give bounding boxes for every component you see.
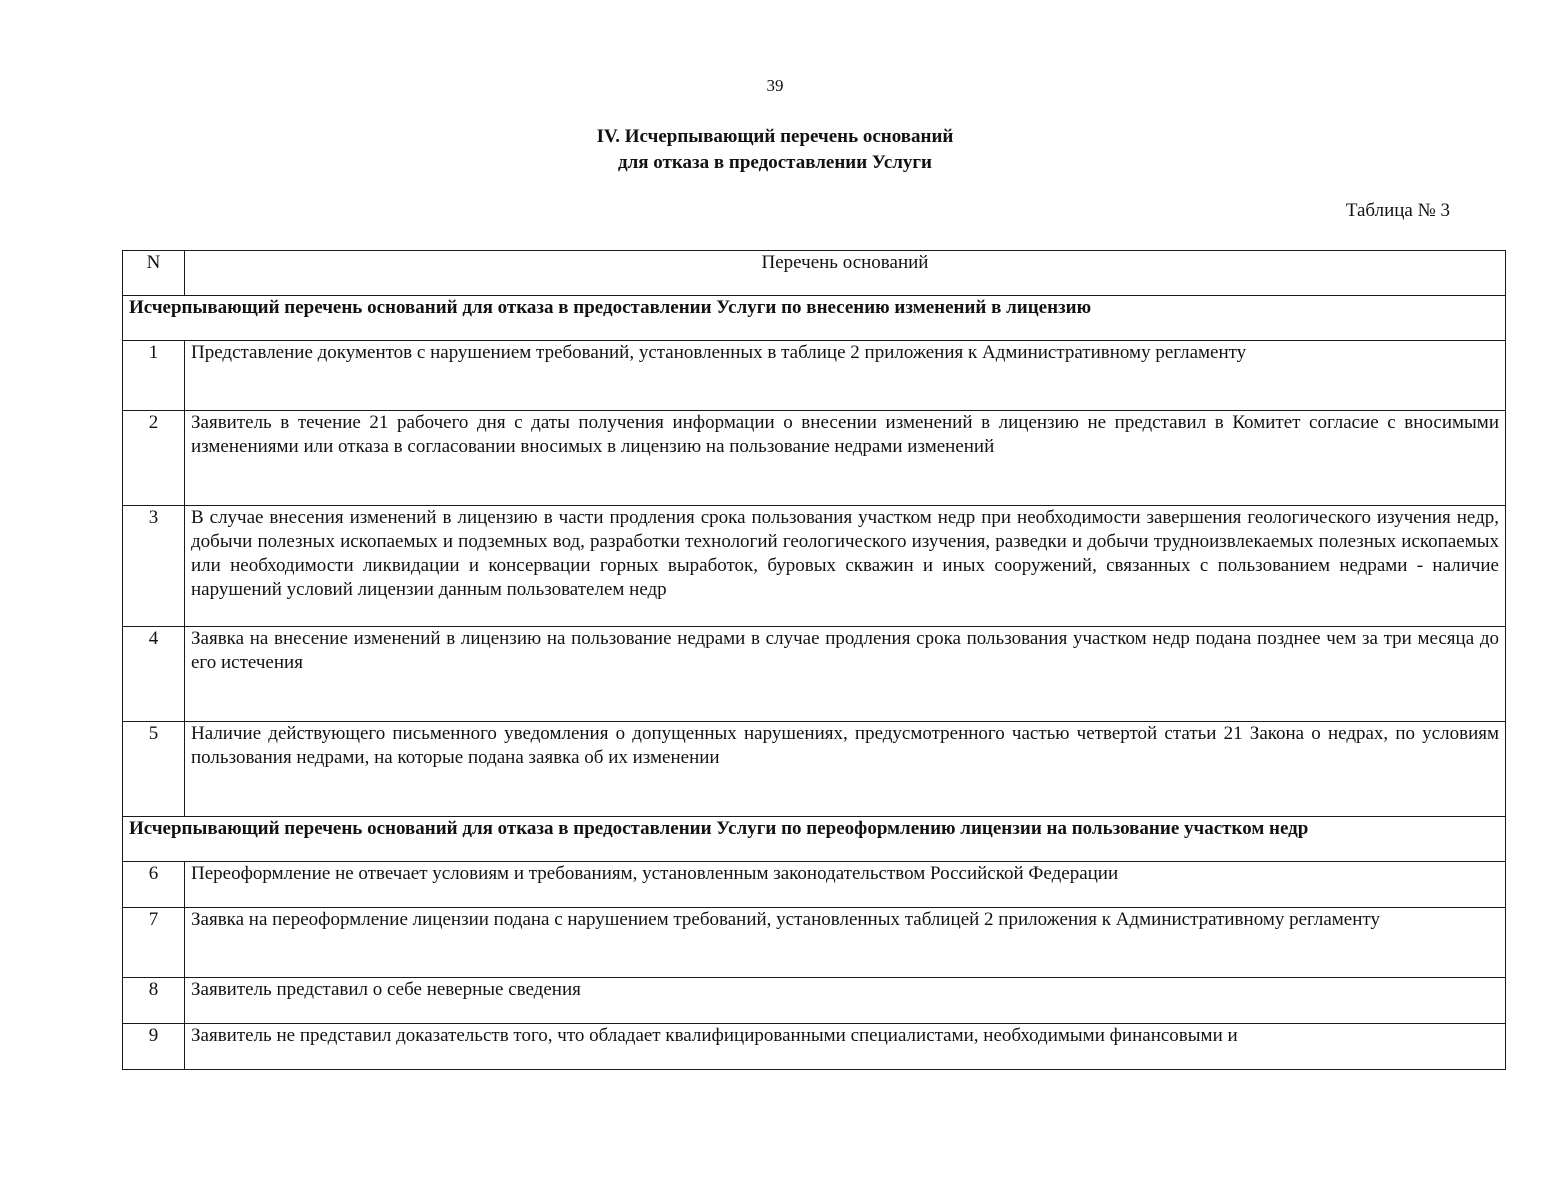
section-heading-amendment: Исчерпывающий перечень оснований для отказа в предоставлении Услуги по внесению изменений в лицензию — [123, 296, 1506, 341]
row-text: Заявитель в течение 21 рабочего дня с даты получения информации о внесении изменений в лицензию не представил в Комитет согласие с вносимыми изменениями или отказа в согласовании вносимых в лицензию на пользование недрами изменений — [185, 411, 1506, 506]
header-grounds: Перечень оснований — [185, 251, 1506, 296]
table-row — [123, 506, 1506, 627]
table-row — [123, 627, 1506, 722]
section-title-line-1: IV. Исчерпывающий перечень оснований — [596, 126, 954, 147]
grounds-table — [122, 250, 1506, 1070]
row-number: 9 — [123, 1024, 185, 1070]
section-row-amendment — [123, 296, 1506, 341]
row-text: Заявка на переоформление лицензии подана с нарушением требований, установленных таблицей 2 приложения к Административному регламенту — [185, 908, 1506, 978]
row-text: Заявка на внесение изменений в лицензию на пользование недрами в случае продления срока пользования участком недр подана позднее чем за три месяца до его истечения — [185, 627, 1506, 722]
row-number: 3 — [123, 506, 185, 627]
row-text: Заявитель представил о себе неверные сведения — [185, 978, 1506, 1024]
table-row — [123, 862, 1506, 908]
table-row — [123, 1024, 1506, 1070]
row-text: Заявитель не представил доказательств того, что обладает квалифицированными специалистами, необходимыми финансовыми и — [185, 1024, 1506, 1070]
row-number: 6 — [123, 862, 185, 908]
row-number: 1 — [123, 341, 185, 411]
table-row — [123, 341, 1506, 411]
row-number: 7 — [123, 908, 185, 978]
table-header-row — [123, 251, 1506, 296]
row-text: В случае внесения изменений в лицензию в части продления срока пользования участком недр при необходимости завершения геологического изучения недр, добычи полезных ископаемых и подземных вод, разработки технологий геологического изучения, разведки и добычи трудноизвлекаемых полезных ископаемых или необходимости ликвидации и консервации горных выработок, буровых скважин и иных сооружений, связанных с пользованием недрами - наличие нарушений условий лицензии данным пользователем недр — [185, 506, 1506, 627]
table-caption: Таблица № 3 — [1345, 200, 1450, 221]
header-number: N — [123, 251, 185, 296]
row-number: 5 — [123, 722, 185, 817]
row-number: 2 — [123, 411, 185, 506]
section-title — [0, 124, 1550, 176]
table-row — [123, 411, 1506, 506]
section-heading-reissue: Исчерпывающий перечень оснований для отказа в предоставлении Услуги по переоформлению лицензии на пользование участком недр — [123, 817, 1506, 862]
table-row — [123, 908, 1506, 978]
table-row — [123, 722, 1506, 817]
page-number: 39 — [766, 76, 784, 95]
row-text: Представление документов с нарушением требований, установленных в таблице 2 приложения к Административному регламенту — [185, 341, 1506, 411]
row-number: 4 — [123, 627, 185, 722]
section-row-reissue — [123, 817, 1506, 862]
row-text: Переоформление не отвечает условиям и требованиям, установленным законодательством Российской Федерации — [185, 862, 1506, 908]
row-number: 8 — [123, 978, 185, 1024]
row-text: Наличие действующего письменного уведомления о допущенных нарушениях, предусмотренного частью четвертой статьи 21 Закона о недрах, по условиям пользования недрами, на которые подана заявка об их изменении — [185, 722, 1506, 817]
section-title-line-2: для отказа в предоставлении Услуги — [617, 152, 932, 173]
table-row — [123, 978, 1506, 1024]
